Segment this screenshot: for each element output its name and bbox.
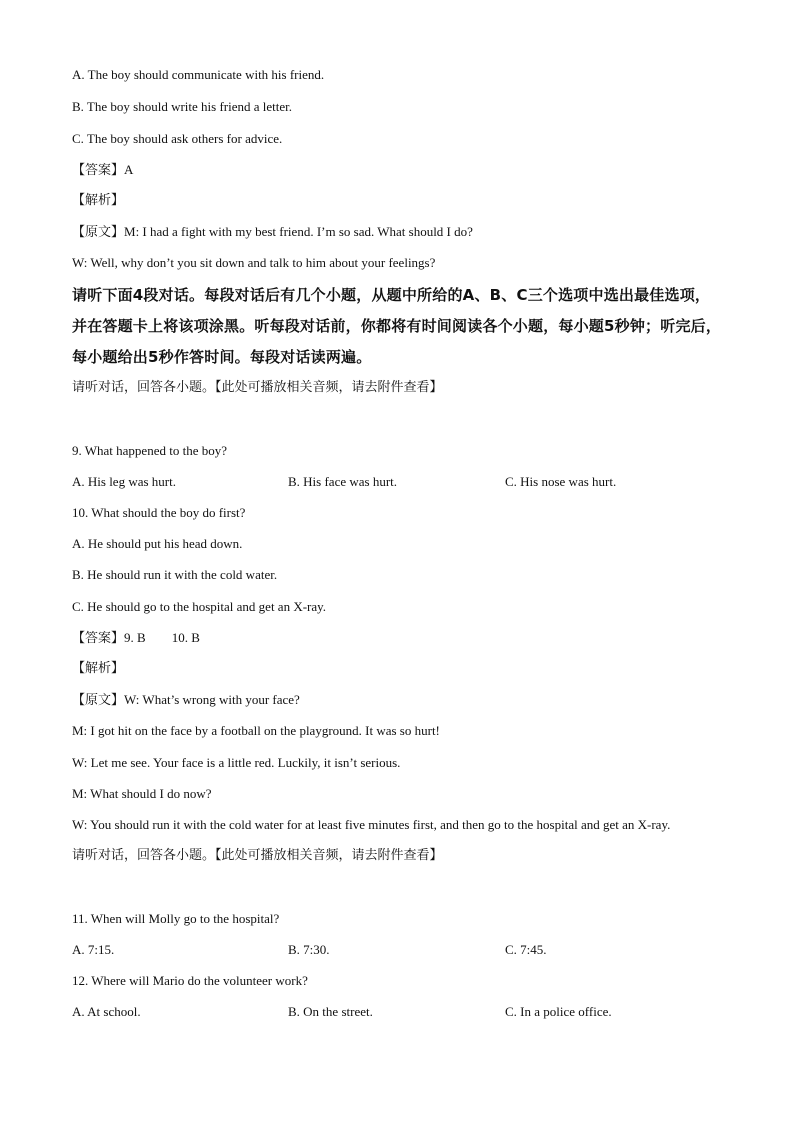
q11-option-a: A. 7:15. <box>72 942 115 957</box>
q9-option-c: C. His nose was hurt. <box>505 474 617 489</box>
section-instructions: 请听下面4段对话。每段对话后有几个小题，从题中所给的A、B、C三个选项中选出最佳选项，并在答题卡上将该项涂黑。听每段对话前，你都将有时间阅读各个小题，每小题5秒钟；听完后，每小题给出5秒作答时间。每段对话读两遍。 <box>72 286 722 366</box>
dialogue-text: M: I had a fight with my best friend. I’m so sad. What should I do? <box>124 224 473 239</box>
audio-note-2: 请听对话，回答各小题。【此处可播放相关音频，请去附件查看】 <box>72 848 443 863</box>
answer-line-2 <box>72 629 200 648</box>
original-label: 【原文】 <box>72 693 125 708</box>
original-line-w-2 <box>72 691 300 710</box>
answer-value: A <box>124 162 134 177</box>
q11-question: 11. When will Molly go to the hospital? <box>72 911 280 926</box>
original-label: 【原文】 <box>72 225 125 240</box>
q9-question: 9. What happened to the boy? <box>72 443 227 458</box>
q12-question: 12. Where will Mario do the volunteer work? <box>72 973 308 988</box>
answer-9: 9. B <box>124 630 146 645</box>
q12-option-c: C. In a police office. <box>505 1004 612 1019</box>
answer-line-1 <box>72 161 133 180</box>
q10-option-b: B. He should run it with the cold water. <box>72 567 278 582</box>
dialogue-line-w-5: W: You should run it with the cold water for at least five minutes first, and then go to the hospital and get an X-ray. <box>72 817 671 832</box>
q11-option-c: C. 7:45. <box>505 942 547 957</box>
answer-label: 【答案】 <box>72 631 125 646</box>
q9-option-a: A. His leg was hurt. <box>72 474 176 489</box>
audio-note-1: 请听对话，回答各小题。【此处可播放相关音频，请去附件查看】 <box>72 380 443 395</box>
q12-option-b: B. On the street. <box>288 1004 373 1019</box>
analysis-label-1: 【解析】 <box>72 193 125 208</box>
q10-question: 10. What should the boy do first? <box>72 505 246 520</box>
q12-option-a: A. At school. <box>72 1004 141 1019</box>
q10-option-c: C. He should go to the hospital and get an X-ray. <box>72 599 327 614</box>
original-line-w-1: W: Well, why don’t you sit down and talk to him about your feelings? <box>72 255 436 270</box>
dialogue-text: W: What’s wrong with your face? <box>124 692 300 707</box>
answer-10: 10. B <box>171 630 200 645</box>
q8-option-b: B. The boy should write his friend a letter. <box>72 99 292 114</box>
dialogue-line-m-2: M: I got hit on the face by a football on the playground. It was so hurt! <box>72 723 440 738</box>
q9-option-b: B. His face was hurt. <box>288 474 398 489</box>
dialogue-line-m-4: M: What should I do now? <box>72 786 212 801</box>
q8-option-c: C. The boy should ask others for advice. <box>72 131 283 146</box>
q11-option-b: B. 7:30. <box>288 942 330 957</box>
analysis-label-2: 【解析】 <box>72 661 125 676</box>
original-line-m-1 <box>72 223 473 242</box>
q10-option-a: A. He should put his head down. <box>72 536 243 551</box>
answer-label: 【答案】 <box>72 163 125 178</box>
dialogue-line-w-3: W: Let me see. Your face is a little red. Luckily, it isn’t serious. <box>72 755 401 770</box>
q8-option-a: A. The boy should communicate with his friend. <box>72 67 325 82</box>
